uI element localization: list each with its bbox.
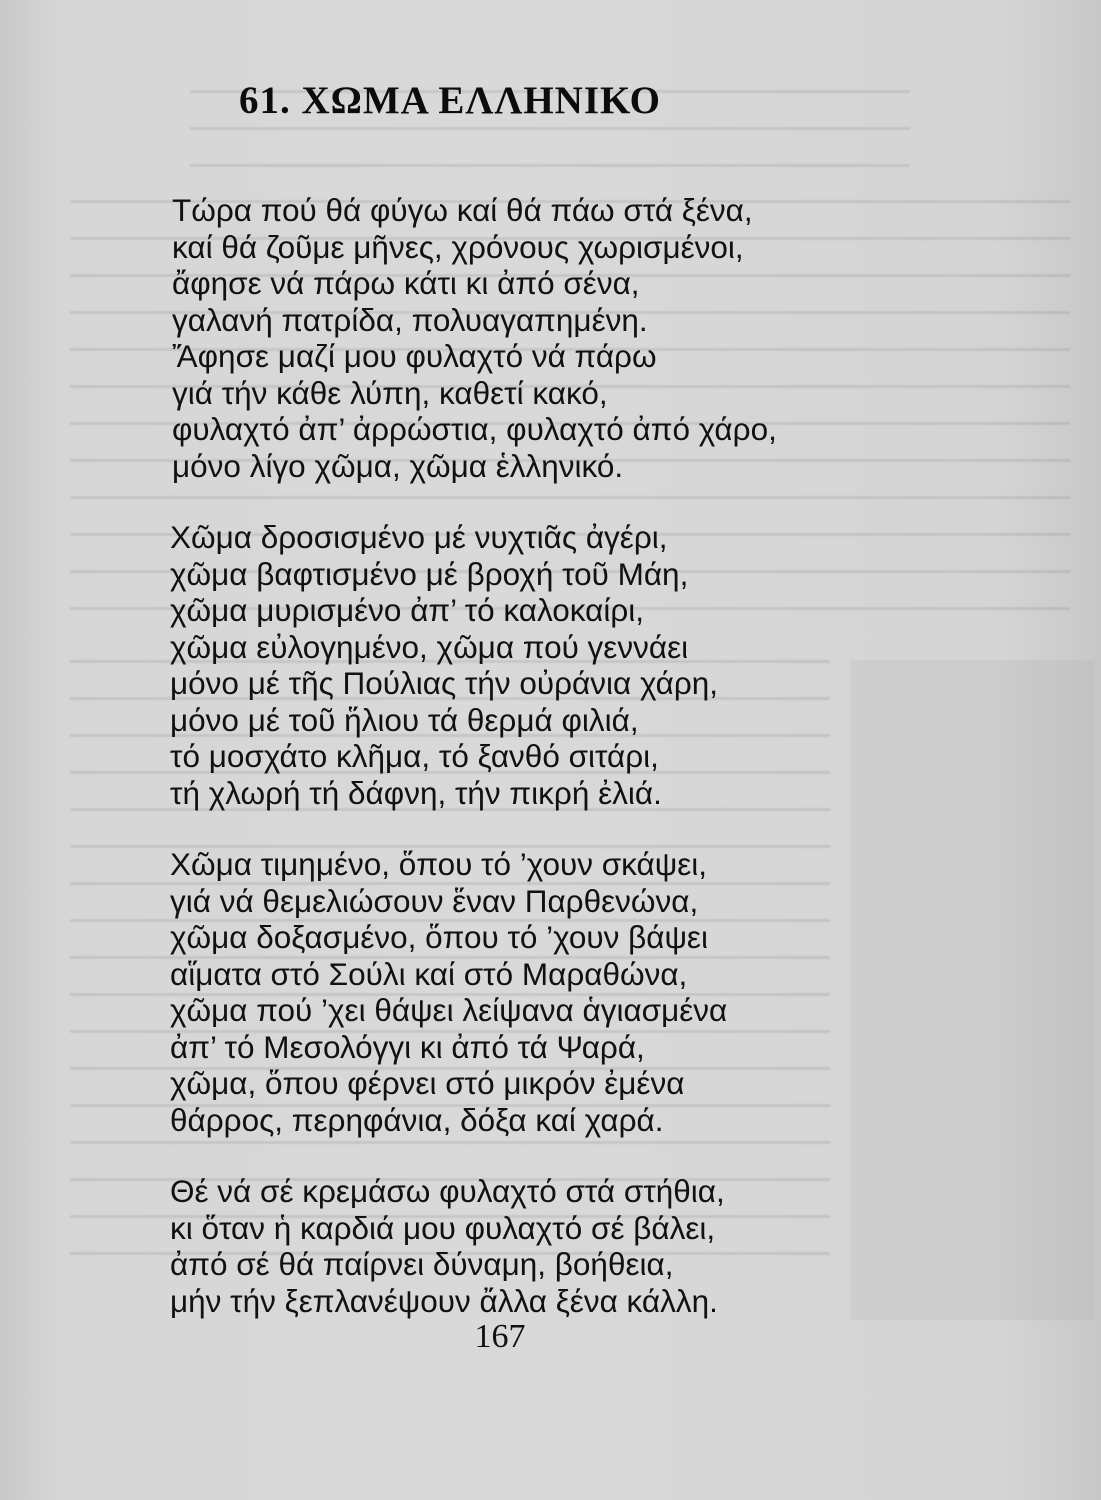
poem-line: καί θά ζοῦμε μῆνες, χρόνους χωρισμένοι, [172,228,744,265]
poem-line: ἄφησε νά πάρω κάτι κι ἀπό σένα, [172,265,640,301]
poem-line: μόνο μέ τῆς Πούλιας τήν οὐράνια χάρη, [170,665,719,701]
poem-line: Χῶμα δροσισμένο μέ νυχτιᾶς ἀγέρι, [170,519,668,555]
poem-line: χῶμα μυρισμένο ἀπ’ τό καλοκαίρι, [170,592,645,628]
poem-line: τό μοσχάτο κλῆμα, τό ξανθό σιτάρι, [170,738,659,774]
poem-line: Ἄφησε μαζί μου φυλαχτό νά πάρω [172,338,657,374]
stanza-4 [170,1173,870,1319]
stanza-2 [170,519,870,811]
poem-line: γιά νά θεμελιώσουν ἕναν Παρθενώνα, [170,882,699,919]
poem-line: θάρρος, περηφάνια, δόξα καί χαρά. [170,1101,664,1138]
page-number: 167 [474,1318,526,1355]
poem-line: χῶμα εὐλογημένο, χῶμα πού γεννάει [170,628,689,665]
reverse-page-image-shadow [850,660,1095,1320]
poem-title: 61. ΧΩΜΑ ΕΛΛΗΝΙΚΟ [238,79,662,122]
poem-line: χῶμα, ὅπου φέρνει στό μικρόν ἐμένα [170,1065,685,1101]
poem-line: κι ὅταν ἡ καρδιά μου φυλαχτό σέ βάλει, [170,1209,716,1246]
poem-line: τή χλωρή τή δάφνη, τήν πικρή ἐλιά. [170,774,662,811]
poem-line: μήν τήν ξεπλανέψουν ἄλλα ξένα κάλλη. [170,1282,718,1319]
poem-line: χῶμα πού ’χει θάψει λείψανα ἁγιασμένα [170,992,728,1028]
poem-line: γαλανή πατρίδα, πολυαγαπημένη. [172,301,648,338]
poem-body [170,192,870,1354]
poem-line: χῶμα βαφτισμένο μέ βροχή τοῦ Μάη, [170,555,689,592]
poem-line: Τώρα πού θά φύγω καί θά πάω στά ξένα, [172,192,753,228]
poem-line: μόνο λίγο χῶμα, χῶμα ἑλληνικό. [172,447,624,484]
poem-line: ἀπ’ τό Μεσολόγγι κι ἀπό τά Ψαρά, [170,1028,645,1065]
poem-line: Θέ νά σέ κρεμάσω φυλαχτό στά στήθια, [170,1173,725,1209]
poem-line: μόνο μέ τοῦ ἥλιου τά θερμά φιλιά, [170,701,639,738]
poem-line: χῶμα δοξασμένο, ὅπου τό ’χουν βάψει [170,919,708,955]
poem-line: γιά τήν κάθε λύπη, καθετί κακό, [172,374,608,411]
poem-line: αἵματα στό Σούλι καί στό Μαραθώνα, [170,955,688,992]
poem-line: Χῶμα τιμημένο, ὅπου τό ’χουν σκάψει, [170,846,708,882]
stanza-1 [170,192,870,484]
poem-line: ἀπό σέ θά παίρνει δύναμη, βοήθεια, [170,1246,674,1282]
stanza-3 [170,846,870,1138]
poem-line: φυλαχτό ἀπ’ ἀρρώστια, φυλαχτό ἀπό χάρο, [172,411,777,447]
